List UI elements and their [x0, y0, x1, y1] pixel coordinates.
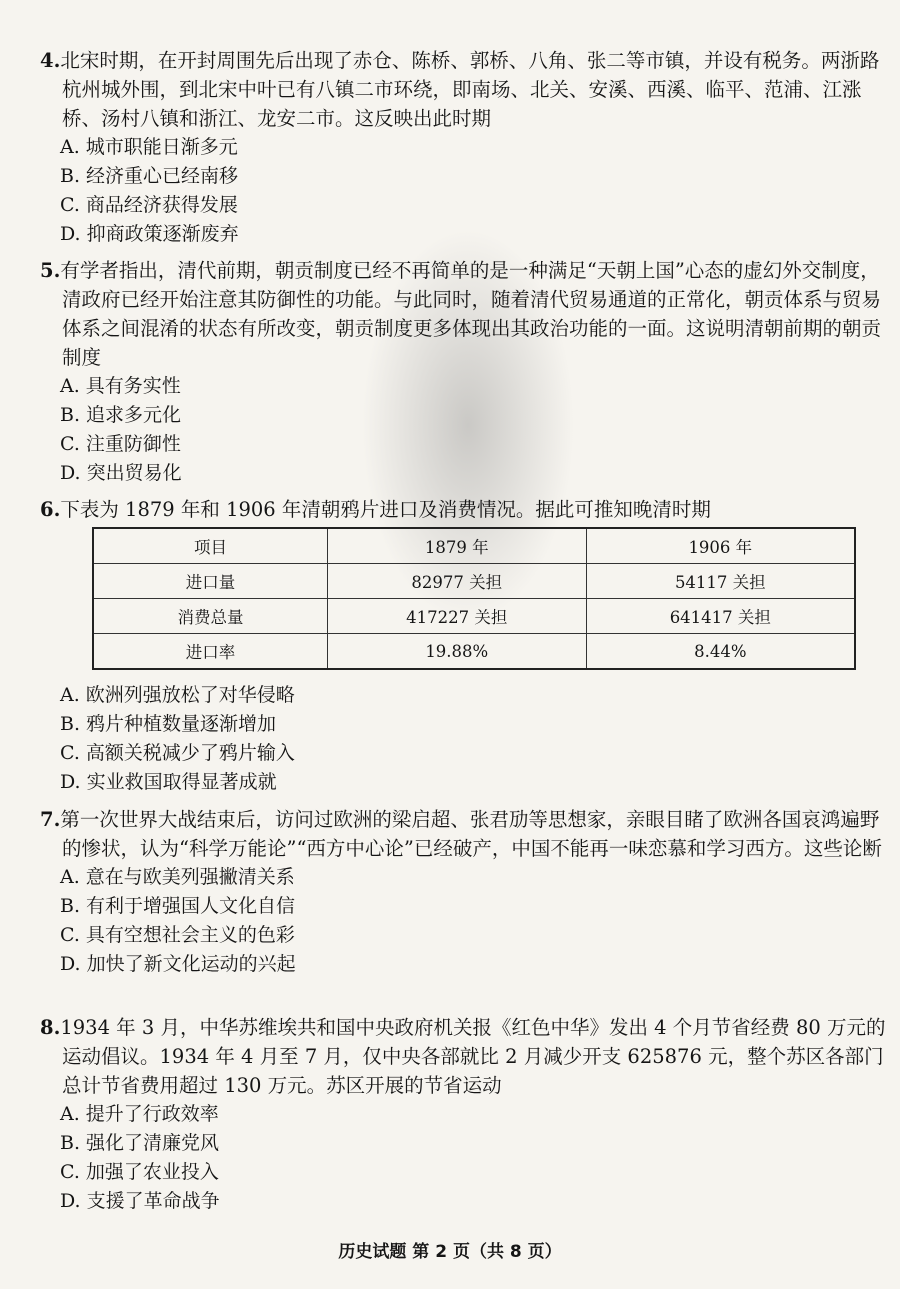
table-row [93, 564, 855, 599]
opium-table [92, 527, 856, 670]
page-footer: 历史试题 第 2 页（共 8 页） [338, 1242, 562, 1262]
option-c: C. 注重防御性 [60, 433, 181, 455]
table-header: 1906 年 [586, 528, 855, 564]
question-stem [40, 1013, 890, 1100]
table-cell: 54117 关担 [586, 564, 855, 599]
option-c: C. 加强了农业投入 [60, 1161, 219, 1183]
question-number: 7. [40, 808, 61, 831]
table-cell: 82977 关担 [327, 564, 586, 599]
option-c: C. 具有空想社会主义的色彩 [60, 924, 295, 946]
option-d: D. 支援了革命战争 [60, 1190, 220, 1212]
question-stem [40, 805, 890, 863]
question-number: 4. [40, 49, 61, 72]
option-a: A. 提升了行政效率 [60, 1103, 219, 1125]
question-text: 北宋时期，在开封周围先后出现了赤仓、陈桥、郭桥、八角、张二等市镇，并设有税务。两浙路杭州城外围，到北宋中叶已有八镇二市环绕，即南场、北关、安溪、西溪、临平、范浦、江涨桥、汤村八镇和浙江、龙安二市。这反映出此时期 [60, 49, 880, 130]
table-header: 1879 年 [327, 528, 586, 564]
table-cell: 进口量 [93, 564, 327, 599]
option-d: D. 实业救国取得显著成就 [60, 771, 277, 793]
question-text: 有学者指出，清代前期，朝贡制度已经不再简单的是一种满足“天朝上国”心态的虚幻外交制度，清政府已经开始注意其防御性的功能。与此同时，随着清代贸易通道的正常化，朝贡体系与贸易体系之间混淆的状态有所改变，朝贡制度更多体现出其政治功能的一面。这说明清朝前期的朝贡制度 [60, 259, 882, 369]
option-b: B. 强化了清廉党风 [60, 1132, 220, 1154]
question-stem [40, 46, 890, 133]
table-cell: 进口率 [93, 634, 327, 670]
option-a: A. 欧洲列强放松了对华侵略 [60, 684, 295, 706]
option-a: A. 具有务实性 [60, 375, 181, 397]
table-header-row [93, 528, 855, 564]
option-d: D. 抑商政策逐渐废弃 [60, 223, 239, 245]
table-cell: 417227 关担 [327, 599, 586, 634]
option-c: C. 商品经济获得发展 [60, 194, 238, 216]
question-number: 8. [40, 1016, 61, 1039]
option-a: A. 意在与欧美列强撇清关系 [60, 866, 295, 888]
question-text: 1934 年 3 月，中华苏维埃共和国中央政府机关报《红色中华》发出 4 个月节省经费 80 万元的运动倡议。1934 年 4 月至 7 月，仅中央各部就比 2 月减少开支 625876 元，整个苏区各部门总计节省费用超过 130 万元。苏区开展的节省运动 [60, 1016, 886, 1097]
option-b: B. 经济重心已经南移 [60, 165, 239, 187]
question-6-options [40, 681, 890, 797]
question-8 [40, 1013, 890, 1216]
question-stem [40, 495, 890, 524]
option-b: B. 有利于增强国人文化自信 [60, 895, 296, 917]
question-number: 5. [40, 259, 61, 282]
table-row [93, 599, 855, 634]
question-4 [40, 46, 890, 249]
table-row [93, 634, 855, 670]
table-cell: 消费总量 [93, 599, 327, 634]
question-number: 6. [40, 498, 61, 521]
question-7 [40, 805, 890, 979]
table-header: 项目 [93, 528, 327, 564]
table-cell: 641417 关担 [586, 599, 855, 634]
option-c: C. 高额关税减少了鸦片输入 [60, 742, 295, 764]
option-d: D. 加快了新文化运动的兴起 [60, 953, 296, 975]
table-cell: 8.44% [586, 634, 855, 670]
option-d: D. 突出贸易化 [60, 462, 182, 484]
question-6 [40, 495, 890, 524]
option-a: A. 城市职能日渐多元 [60, 136, 238, 158]
option-b: B. 鸦片种植数量逐渐增加 [60, 713, 277, 735]
question-stem [40, 256, 890, 372]
question-text: 第一次世界大战结束后，访问过欧洲的梁启超、张君劢等思想家，亲眼目睹了欧洲各国哀鸿遍野的惨状，认为“科学万能论”“西方中心论”已经破产，中国不能再一味恋慕和学习西方。这些论断 [60, 808, 882, 860]
table-cell: 19.88% [327, 634, 586, 670]
option-b: B. 追求多元化 [60, 404, 182, 426]
question-text: 下表为 1879 年和 1906 年清朝鸦片进口及消费情况。据此可推知晚清时期 [60, 498, 711, 521]
question-5 [40, 256, 890, 488]
